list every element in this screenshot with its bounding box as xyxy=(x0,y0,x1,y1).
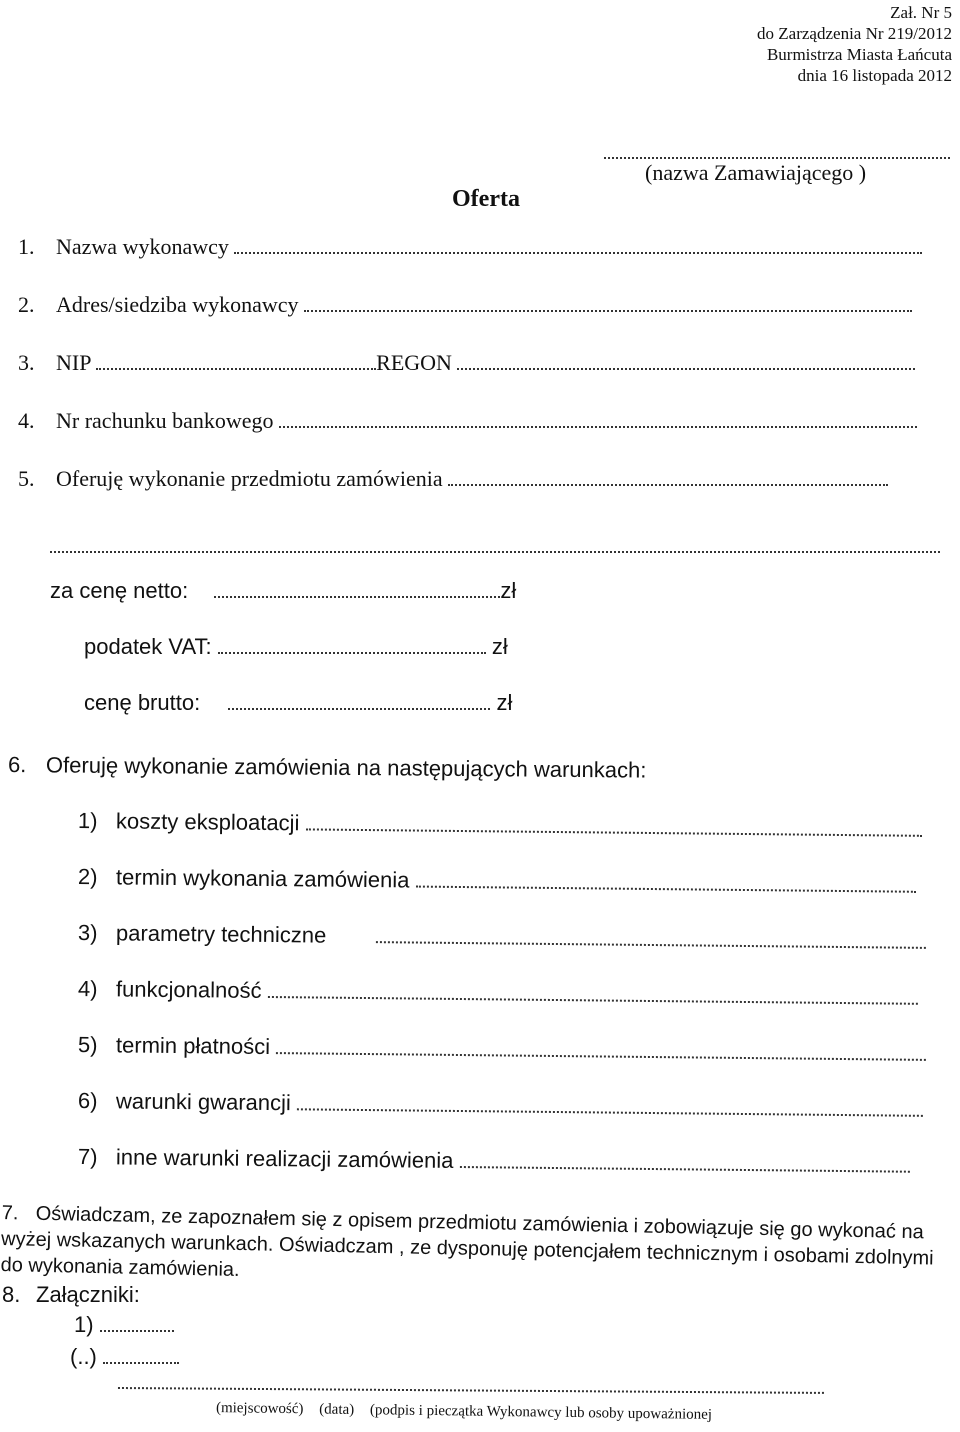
condition-row xyxy=(78,1144,910,1179)
header-line-2: do Zarządzenia Nr 219/2012 xyxy=(757,24,952,43)
condition-label: parametry techniczne xyxy=(115,920,327,948)
item-label: Oferuję wykonanie przedmiotu zamówienia xyxy=(56,466,443,491)
condition-field[interactable] xyxy=(460,1165,910,1173)
item-number: 3. xyxy=(18,350,35,375)
item-number: 4. xyxy=(18,408,35,433)
item-label: NIP xyxy=(56,350,91,375)
item-number: 6. xyxy=(7,752,27,778)
header-line-4: dnia 16 listopada 2012 xyxy=(797,66,952,85)
condition-label: inne warunki realizacji zamówienia xyxy=(115,1144,454,1173)
condition-number: 6) xyxy=(77,1088,98,1114)
condition-row xyxy=(78,976,918,1011)
offer-subject-field[interactable] xyxy=(448,483,888,486)
condition-row xyxy=(78,808,922,843)
condition-label: warunki gwarancji xyxy=(115,1088,291,1116)
regon-label: REGON xyxy=(376,350,452,375)
condition-field[interactable] xyxy=(416,885,916,893)
attachment-number: (..) xyxy=(70,1344,97,1369)
item-bank-account xyxy=(18,408,917,434)
price-netto-field[interactable] xyxy=(214,595,500,598)
regon-field[interactable] xyxy=(457,367,915,370)
attachment-field[interactable] xyxy=(103,1361,179,1364)
price-brutto-label: cenę brutto: xyxy=(84,690,201,715)
condition-field[interactable] xyxy=(305,827,921,836)
item-label: Nr rachunku bankowego xyxy=(56,408,274,433)
item-label: Oferuję wykonanie zamówienia na następujących warunkach: xyxy=(45,752,647,783)
item-number: 2. xyxy=(18,292,35,317)
item-label: Nazwa wykonawcy xyxy=(56,234,229,259)
price-brutto-row xyxy=(84,690,512,716)
currency-label: zł xyxy=(496,690,513,715)
item-number: 7. xyxy=(1,1201,19,1225)
header-line-3: Burmistrza Miasta Łańcuta xyxy=(766,45,952,64)
caption-place: (miejscowość) xyxy=(215,1400,304,1418)
document-title: Oferta xyxy=(452,186,520,212)
caption-date: (data) xyxy=(319,1401,355,1418)
nip-field[interactable] xyxy=(96,367,376,370)
condition-row xyxy=(78,1088,923,1123)
attachment-field[interactable] xyxy=(100,1329,174,1332)
signature-captions xyxy=(216,1400,712,1424)
condition-label: funkcjonalność xyxy=(115,976,262,1003)
condition-field[interactable] xyxy=(376,940,926,949)
condition-row xyxy=(78,1032,926,1067)
item-number: 1. xyxy=(18,234,35,259)
condition-label: termin wykonania zamówienia xyxy=(115,864,410,893)
price-vat-label: podatek VAT: xyxy=(84,634,212,659)
recipient-label: (nazwa Zamawiającego ) xyxy=(645,160,867,185)
vendor-address-field[interactable] xyxy=(304,309,912,312)
item-number: 8. xyxy=(2,1282,21,1307)
condition-row xyxy=(78,920,927,955)
item-vendor-name xyxy=(18,234,922,260)
item-label: Adres/siedziba wykonawcy xyxy=(56,292,299,317)
condition-number: 3) xyxy=(77,920,98,946)
attachment-number: 1) xyxy=(74,1312,94,1337)
item-label: Załączniki: xyxy=(36,1282,140,1307)
item-declaration xyxy=(0,1200,941,1298)
condition-row xyxy=(78,864,916,899)
currency-label: zł xyxy=(491,634,508,659)
item-attachments xyxy=(2,1282,140,1308)
item-nip-regon xyxy=(18,350,915,376)
caption-signature: (podpis i pieczątka Wykonawcy lub osoby upoważnionej xyxy=(369,1402,713,1423)
condition-number: 4) xyxy=(77,976,98,1002)
condition-number: 2) xyxy=(77,864,98,890)
condition-number: 5) xyxy=(77,1032,98,1058)
signature-field[interactable] xyxy=(118,1376,824,1399)
condition-field[interactable] xyxy=(268,995,918,1005)
price-vat-row xyxy=(84,634,508,660)
price-netto-label: za cenę netto: xyxy=(50,578,189,603)
condition-field[interactable] xyxy=(276,1051,926,1061)
condition-label: koszty eksploatacji xyxy=(115,808,300,836)
attachment-row xyxy=(70,1344,179,1370)
condition-number: 1) xyxy=(77,808,98,834)
offer-subject-field-continued[interactable] xyxy=(50,540,940,558)
price-netto-row xyxy=(50,578,516,604)
item-number: 5. xyxy=(18,466,35,491)
declaration-text: Oświadczam, ze zapoznałem się z opisem przedmiotu zamówienia i zobowiązuje się go wykonać na wyżej wskazanych warunkach. Oświadczam , ze dysponuję potencjałem technicznym i osobami zdolnymi do wykonania zamówienia. xyxy=(0,1202,934,1281)
price-vat-field[interactable] xyxy=(218,651,486,654)
price-brutto-field[interactable] xyxy=(228,707,490,710)
item-vendor-address xyxy=(18,292,912,318)
attachment-row xyxy=(74,1312,174,1338)
currency-label: zł xyxy=(500,578,517,603)
item-offer-subject xyxy=(18,466,888,492)
attachment-header xyxy=(757,2,952,86)
header-line-1: Zał. Nr 5 xyxy=(890,3,952,22)
condition-label: termin płatności xyxy=(115,1032,271,1060)
vendor-name-field[interactable] xyxy=(234,251,922,254)
condition-number: 7) xyxy=(77,1144,98,1170)
condition-field[interactable] xyxy=(297,1107,923,1117)
item-conditions xyxy=(8,752,647,784)
bank-account-field[interactable] xyxy=(279,425,917,428)
